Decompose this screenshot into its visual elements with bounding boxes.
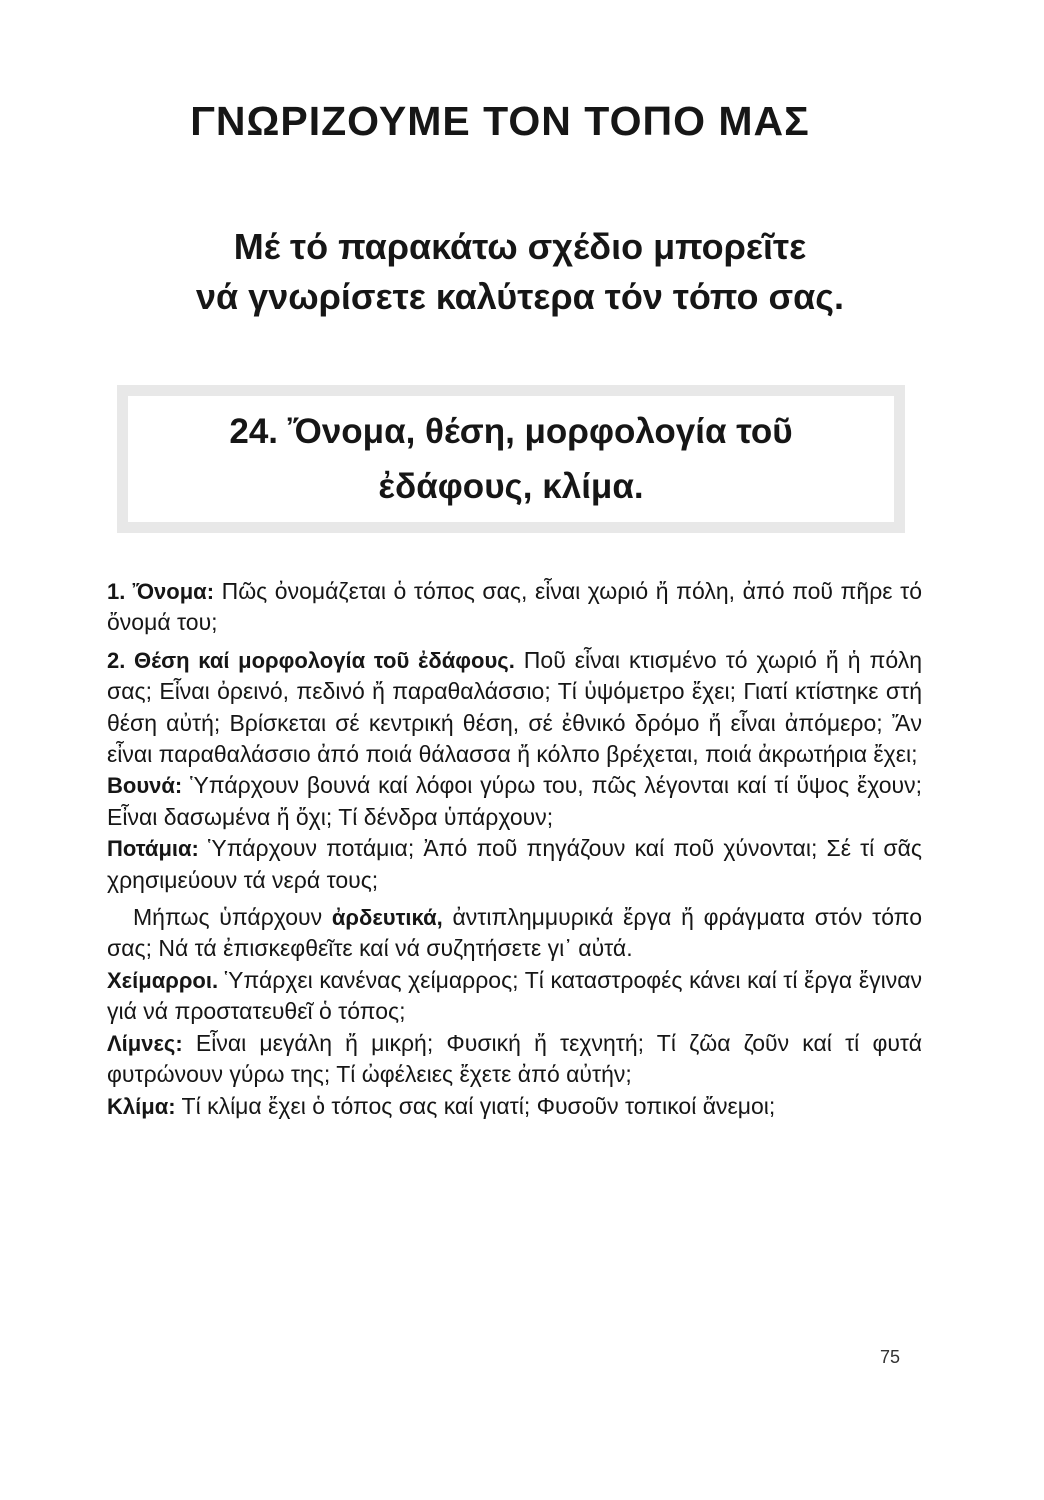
paragraph-lakes bbox=[107, 1028, 922, 1091]
paragraph-location-morphology-text: Ποῦ εἶναι κτισμένο τό χωριό ἤ ἡ πόλη σας; Εἶναι ὀρεινό, πεδινό ἤ παραθαλάσσιο; Τί ὑψόμετρο ἔχει; Γιατί κτίστηκε στή θέση αὐτή; Βρίσκεται σέ κεντρική θέση, σέ ἐθνικό δρόμο ἤ εἶναι ἀπόμερο; Ἄν εἶναι παραθαλάσσιο ἀπό ποιά θάλασσα ἤ κόλπο βρέχεται, ποιά ἀκρωτήρια ἔχει; bbox=[107, 646, 922, 768]
label-irrigation: ἀρδευτικά, bbox=[331, 905, 443, 931]
paragraph-climate-text: Τί κλίμα ἔχει ὁ τόπος σας καί γιατί; Φυσοῦν τοπικοί ἄνεμοι; bbox=[175, 1092, 776, 1119]
paragraph-mountains bbox=[107, 770, 922, 833]
paragraph-climate bbox=[107, 1091, 922, 1122]
paragraph-rivers-text: Ὑπάρχουν ποτάμια; Ἀπό ποῦ πηγάζουν καί ποῦ χύνονται; Σέ τί σᾶς χρησιμεύουν τά νερά τους; bbox=[107, 835, 922, 893]
paragraph-name bbox=[107, 576, 922, 639]
label-torrents: Χείμαρροι. bbox=[107, 967, 219, 993]
body-text bbox=[107, 576, 922, 1122]
label-name: 1. Ὄνομα: bbox=[107, 579, 215, 604]
paragraph-irrigation-after: ἀντιπλημμυρικά ἔργα ἤ φράγματα στόν τόπο σας; Νά τά ἐπισκεφθεῖτε καί νά συζητήσετε γι᾽ αὐτά. bbox=[107, 904, 922, 962]
paragraph-irrigation bbox=[107, 902, 922, 965]
page-subtitle bbox=[90, 222, 950, 322]
label-lakes: Λίμνες: bbox=[107, 1030, 183, 1056]
paragraph-location-morphology bbox=[107, 645, 922, 771]
paragraph-mountains-text: Ὑπάρχουν βουνά καί λόφοι γύρω του, πῶς λέγονται καί τί ὕψος ἔχουν; Εἶναι δασωμένα ἤ ὄχι; Τί δένδρα ὑπάρχουν; bbox=[107, 772, 922, 830]
paragraph-torrents bbox=[107, 965, 922, 1028]
paragraph-name-text: Πῶς ὀνομάζεται ὁ τόπος σας, εἶναι χωριό ἤ πόλη, ἀπό ποῦ πῆρε τό ὄνομά του; bbox=[107, 578, 922, 636]
label-mountains: Βουνά: bbox=[107, 773, 183, 799]
subtitle-line-2: νά γνωρίσετε καλύτερα τόν τόπο σας. bbox=[196, 276, 844, 317]
section-heading bbox=[117, 404, 905, 514]
label-climate: Κλίμα: bbox=[107, 1093, 176, 1119]
page-title: ΓΝΩΡΙΖΟΥΜΕ ΤΟΝ ΤΟΠΟ ΜΑΣ bbox=[190, 98, 810, 144]
section-heading-line-2: ἐδάφους, κλίμα. bbox=[378, 467, 644, 506]
paragraph-irrigation-before: Μήπως ὑπάρχουν bbox=[133, 904, 332, 931]
paragraph-lakes-text: Εἶναι μεγάλη ἤ μικρή; Φυσική ἤ τεχνητή; Τί ζῶα ζοῦν καί τί φυτά φυτρώνουν γύρω της; Τί ὠφέλειες ἔχετε ἀπό αὐτήν; bbox=[107, 1029, 922, 1088]
label-rivers: Ποτάμια: bbox=[107, 836, 199, 862]
subtitle-line-1: Μέ τό παρακάτω σχέδιο μπορεῖτε bbox=[233, 226, 807, 267]
page-number: 75 bbox=[880, 1347, 901, 1367]
paragraph-rivers bbox=[107, 833, 922, 896]
paragraph-torrents-text: Ὑπάρχει κανένας χείμαρρος; Τί καταστροφές κάνει καί τί ἔργα ἔγιναν γιά νά προστατευθεῖ ὁ τόπος; bbox=[107, 966, 922, 1025]
section-heading-line-1: 24. Ὄνομα, θέση, μορφολογία τοῦ bbox=[229, 412, 793, 451]
label-location-morphology: 2. Θέση καί μορφολογία τοῦ ἐδάφους. bbox=[107, 647, 515, 673]
